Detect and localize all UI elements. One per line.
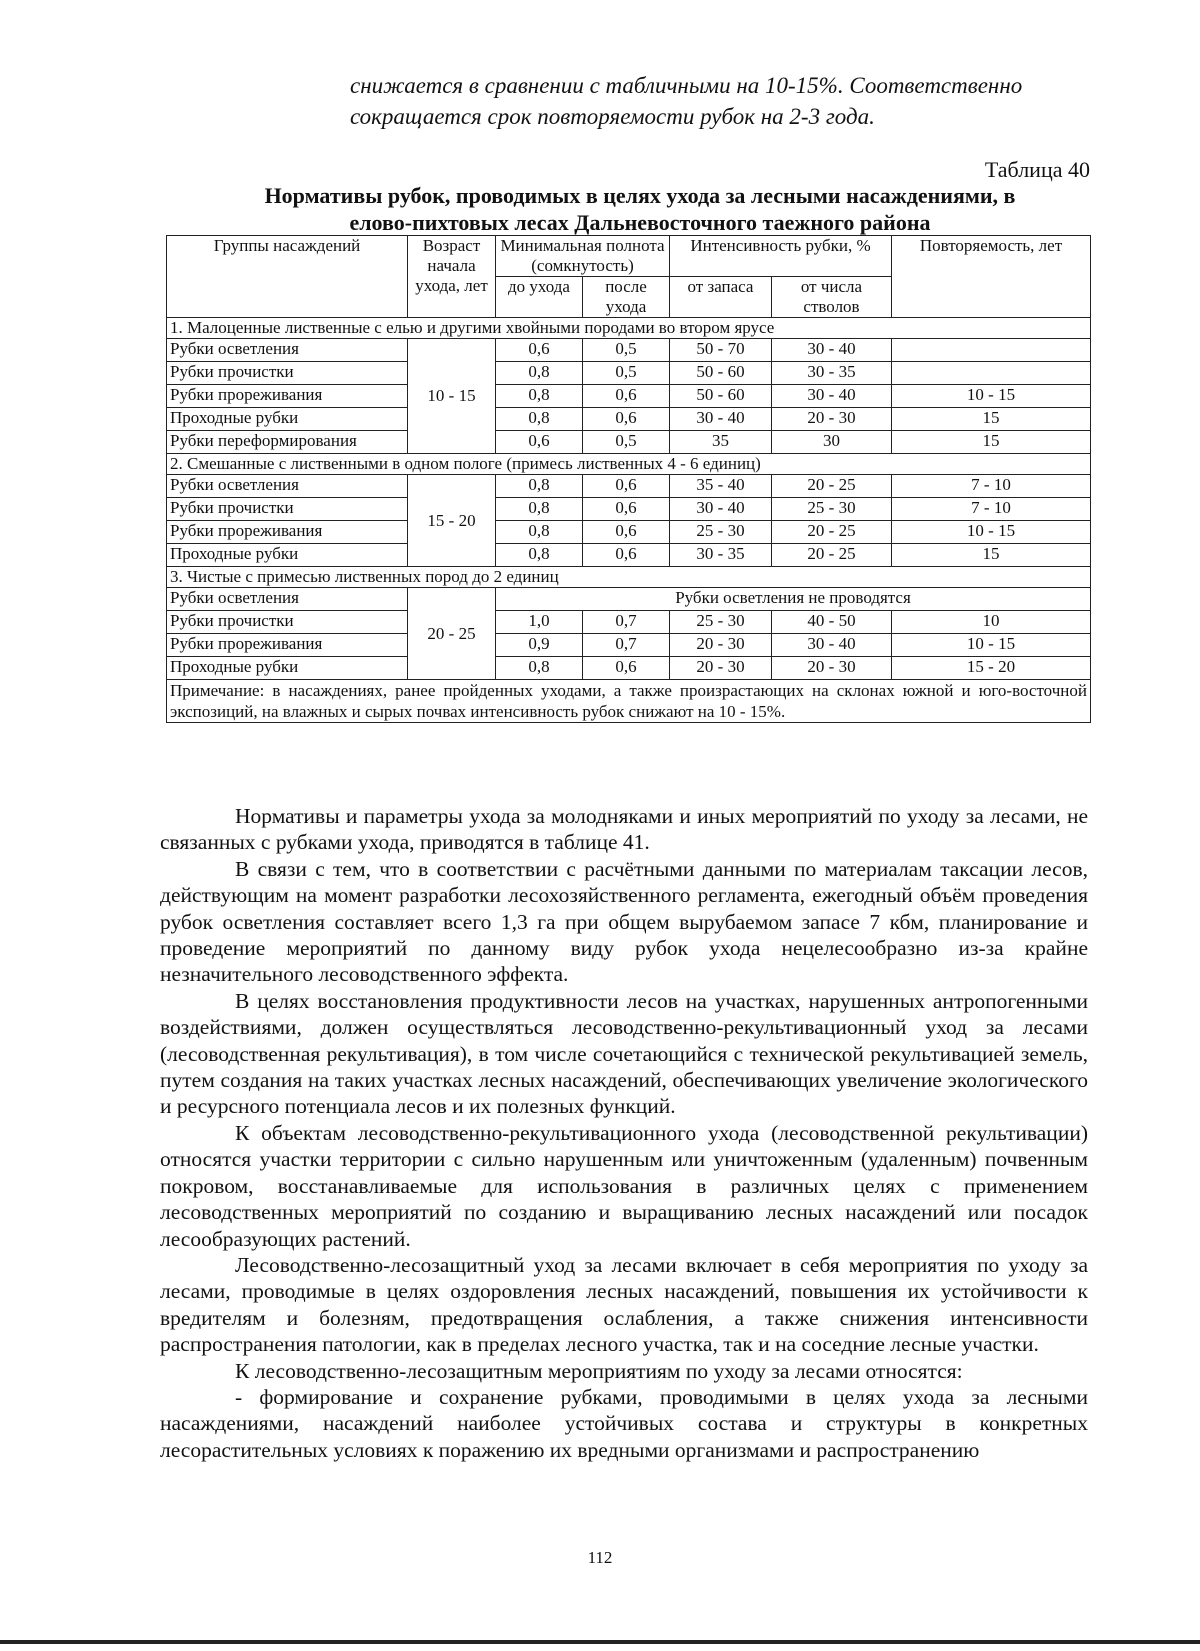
row-name: Рубки осветления	[167, 339, 408, 362]
header-from-stems: от числа стволов	[772, 277, 892, 318]
row-repeat: 15	[892, 408, 1091, 431]
row-after: 0,6	[583, 475, 670, 498]
body-text	[160, 803, 1088, 1463]
paragraph: К объектам лесоводственно-рекультивационного ухода (лесоводственной рекультивации) относятся участки территории с сильно нарушенным или уничтоженным (удаленным) почвенным покровом, восстанавливаемые для использования в различных целях с применением лесоводственных мероприятий по созданию и выращиванию лесных насаждений или посадок лесообразующих растений.	[160, 1120, 1088, 1251]
scan-edge-line	[0, 1640, 1200, 1644]
row-stock: 20 - 30	[670, 634, 772, 657]
row-after: 0,5	[583, 362, 670, 385]
row-stems: 25 - 30	[772, 498, 892, 521]
table-row	[167, 498, 1091, 521]
row-before: 0,8	[496, 657, 583, 680]
intro-line-1: снижается в сравнении с табличными на 10-15%. Соответственно	[350, 73, 1023, 98]
row-age: 10 - 15	[408, 339, 496, 454]
row-name: Рубки осветления	[167, 588, 408, 611]
header-age: Возраст начала ухода, лет	[408, 236, 496, 318]
section-title: 2. Смешанные с лиственными в одном пологе (примесь лиственных 4 - 6 единиц)	[167, 454, 1091, 475]
row-before: 0,8	[496, 521, 583, 544]
row-repeat	[892, 339, 1091, 362]
row-after: 0,5	[583, 431, 670, 454]
table-title-line-1: Нормативы рубок, проводимых в целях ухода за лесными насаждениями, в	[264, 183, 1016, 208]
row-stems: 20 - 30	[772, 408, 892, 431]
row-name: Рубки переформирования	[167, 431, 408, 454]
row-repeat: 15 - 20	[892, 657, 1091, 680]
row-stems: 20 - 25	[772, 475, 892, 498]
header-from-stock: от запаса	[670, 277, 772, 318]
table-row	[167, 385, 1091, 408]
table-row	[167, 475, 1091, 498]
row-before: 0,8	[496, 544, 583, 567]
row-stock: 30 - 35	[670, 544, 772, 567]
row-after: 0,6	[583, 657, 670, 680]
section-header-row	[167, 567, 1091, 588]
row-after: 0,6	[583, 408, 670, 431]
row-stock: 50 - 60	[670, 385, 772, 408]
row-after: 0,7	[583, 634, 670, 657]
row-stems: 30	[772, 431, 892, 454]
header-after: после ухода	[583, 277, 670, 318]
paragraph: Лесоводственно-лесозащитный уход за лесами включает в себя мероприятия по уходу за лесами, проводимые в целях оздоровления лесных насаждений, повышения их устойчивости к вредителям и болезням, предотвращения ослабления, а также снижения интенсивности распространения патологии, как в пределах лесного участка, так и на соседние лесные участки.	[160, 1252, 1088, 1357]
table-row	[167, 657, 1091, 680]
row-after: 0,5	[583, 339, 670, 362]
table-title-line-2: елово-пихтовых лесах Дальневосточного таежного района	[349, 210, 931, 235]
table-row	[167, 611, 1091, 634]
section-title: 1. Малоценные лиственные с елью и другими хвойными породами во втором ярусе	[167, 318, 1091, 339]
table-row	[167, 544, 1091, 567]
row-stems: 30 - 40	[772, 339, 892, 362]
intro-text	[350, 70, 1090, 132]
row-stems: 40 - 50	[772, 611, 892, 634]
row-after: 0,6	[583, 544, 670, 567]
row-age: 20 - 25	[408, 588, 496, 680]
row-stock: 20 - 30	[670, 657, 772, 680]
norms-table-wrapper	[166, 235, 1090, 723]
row-name: Проходные рубки	[167, 408, 408, 431]
table-row	[167, 408, 1091, 431]
row-name: Рубки прореживания	[167, 634, 408, 657]
paragraph: К лесоводственно-лесозащитным мероприятиям по уходу за лесами относятся:	[235, 1358, 963, 1383]
table-label: Таблица 40	[984, 157, 1090, 182]
row-stock: 25 - 30	[670, 521, 772, 544]
row-repeat: 10 - 15	[892, 385, 1091, 408]
header-groups: Группы насаждений	[167, 236, 408, 318]
section-title: 3. Чистые с примесью лиственных пород до 2 единиц	[167, 567, 1091, 588]
row-after: 0,6	[583, 521, 670, 544]
row-repeat: 10 - 15	[892, 634, 1091, 657]
row-after: 0,6	[583, 498, 670, 521]
row-stems: 20 - 25	[772, 521, 892, 544]
page-number: 112	[587, 1548, 613, 1567]
row-before: 1,0	[496, 611, 583, 634]
row-after: 0,6	[583, 385, 670, 408]
paragraph: В целях восстановления продуктивности лесов на участках, нарушенных антропогенными воздействиями, должен осуществляться лесоводственно-рекультивационный уход за лесами (лесоводственная рекультивация), в том числе сочетающийся с технической рекультивацией земель, путем создания на таких участках лесных насаждений, обеспечивающих увеличение экологического и ресурсного потенциала лесов и их полезных функций.	[160, 988, 1088, 1119]
row-name: Рубки прочистки	[167, 611, 408, 634]
row-name: Проходные рубки	[167, 544, 408, 567]
row-before: 0,8	[496, 362, 583, 385]
row-stems: 30 - 35	[772, 362, 892, 385]
row-repeat: 10 - 15	[892, 521, 1091, 544]
row-name: Рубки прореживания	[167, 521, 408, 544]
row-repeat: 15	[892, 544, 1091, 567]
row-name: Рубки прореживания	[167, 385, 408, 408]
row-repeat: 7 - 10	[892, 498, 1091, 521]
table-row	[167, 521, 1091, 544]
row-name: Рубки прочистки	[167, 498, 408, 521]
row-repeat: 7 - 10	[892, 475, 1091, 498]
row-stems: 30 - 40	[772, 385, 892, 408]
row-stock: 25 - 30	[670, 611, 772, 634]
header-before: до ухода	[496, 277, 583, 318]
paragraph: Нормативы и параметры ухода за молодняками и иных мероприятий по уходу за лесами, не связанных с рубками ухода, приводятся в таблице 41.	[160, 804, 1088, 855]
table-row	[167, 634, 1091, 657]
row-stock: 30 - 40	[670, 498, 772, 521]
row-stock: 50 - 70	[670, 339, 772, 362]
paragraph: - формирование и сохранение рубками, проводимыми в целях ухода за лесными насаждениями, насаждений наиболее устойчивых состава и структуры в конкретных лесорастительных условиях к поражению их вредными организмами и распространению	[160, 1384, 1088, 1462]
row-name: Проходные рубки	[167, 657, 408, 680]
row-before: 0,9	[496, 634, 583, 657]
row-stems: 30 - 40	[772, 634, 892, 657]
table-row	[167, 431, 1091, 454]
paragraph: В связи с тем, что в соответствии с расчётными данными по материалам таксации лесов, действующим на момент разработки лесохозяйственного регламента, ежегодный объём проведения рубок осветления составляет всего 1,3 га при общем вырубаемом запасе 7 кбм, планирование и проведение мероприятий по данному виду рубок ухода нецелесообразно из-за крайне незначительного лесоводственного эффекта.	[160, 856, 1088, 987]
row-stock: 50 - 60	[670, 362, 772, 385]
row-stems: 20 - 30	[772, 657, 892, 680]
row-repeat: 10	[892, 611, 1091, 634]
section-header-row	[167, 454, 1091, 475]
table-row	[167, 339, 1091, 362]
row-before: 0,8	[496, 385, 583, 408]
table-note: Примечание: в насаждениях, ранее пройденных уходами, а также произрастающих на склонах южной и юго-восточной экспозиций, на влажных и сырых почвах интенсивность рубок снижают на 10 - 15%.	[167, 680, 1091, 723]
row-before: 0,8	[496, 408, 583, 431]
row-age: 15 - 20	[408, 475, 496, 567]
row-repeat: 15	[892, 431, 1091, 454]
intro-line-2: сокращается срок повторяемости рубок на 2-3 года.	[350, 104, 875, 129]
row-repeat	[892, 362, 1091, 385]
row-before: 0,6	[496, 431, 583, 454]
note-row	[167, 680, 1091, 723]
row-after: 0,7	[583, 611, 670, 634]
row-stock: 35 - 40	[670, 475, 772, 498]
row-name: Рубки осветления	[167, 475, 408, 498]
table-row	[167, 362, 1091, 385]
row-before: 0,6	[496, 339, 583, 362]
table-title	[200, 182, 1080, 236]
header-intensity: Интенсивность рубки, %	[670, 236, 892, 277]
row-stock: 35	[670, 431, 772, 454]
header-min-density: Минимальная полнота (сомкнутость)	[496, 236, 670, 277]
row-stock: 30 - 40	[670, 408, 772, 431]
row-before: 0,8	[496, 498, 583, 521]
row-not-performed-note: Рубки осветления не проводятся	[496, 588, 1091, 611]
row-before: 0,8	[496, 475, 583, 498]
row-name: Рубки прочистки	[167, 362, 408, 385]
row-stems: 20 - 25	[772, 544, 892, 567]
norms-table	[166, 235, 1091, 723]
section-header-row	[167, 318, 1091, 339]
table-row	[167, 588, 1091, 611]
header-repeat: Повторяемость, лет	[892, 236, 1091, 318]
